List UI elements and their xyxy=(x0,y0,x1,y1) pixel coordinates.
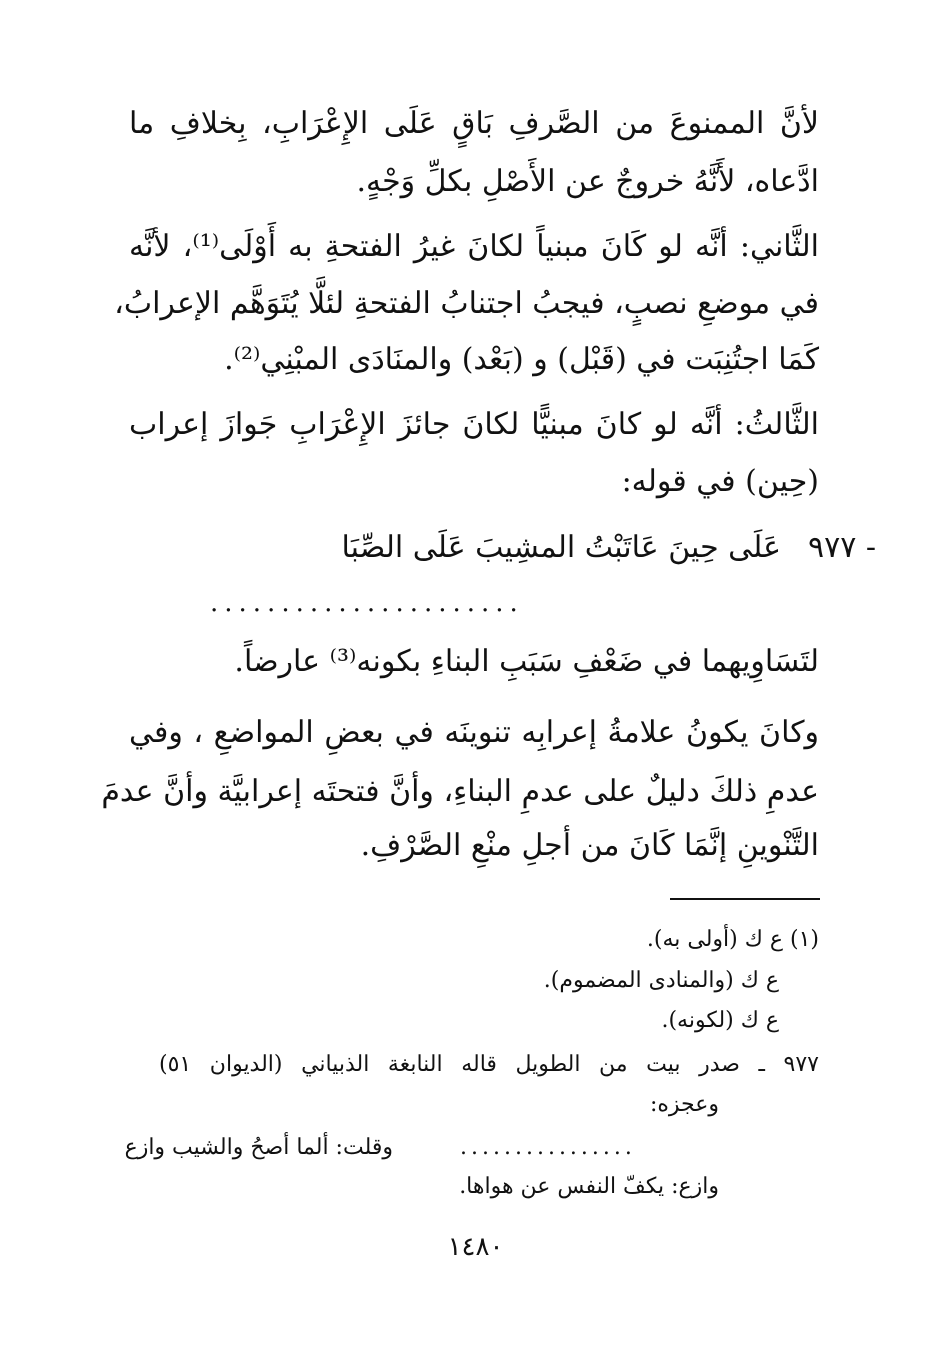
verse-text: عَلَى حِينَ عَاتَبْتُ المشِيبَ عَلَى الصِّبَا xyxy=(341,530,781,565)
body-line: الثَّالثُ: أنَّه لو كانَ مبنيًّا لكانَ جائزَ الإِعْرَابِ جَوازَ إعراب xyxy=(129,407,819,442)
body-line: الثَّاني: أنَّه لو كَانَ مبنياً لكانَ غيرُ الفتحةِ به أَوْلَى⁽¹⁾، لأنَّه xyxy=(129,229,819,264)
body-line: التَّنْوينِ إنَّمَا كَانَ من أجلِ منْعِ الصَّرْفِ. xyxy=(360,828,819,863)
body-line: وكانَ يكونُ علامةُ إعرابِه تنوينَه في بعضِ المواضعِ ، وفي xyxy=(129,715,819,750)
verse-ellipsis: ...................... xyxy=(210,588,524,618)
footnote-1: (١) ع ك (أولى به). xyxy=(646,927,819,952)
body-line: لأنَّ الممنوعَ من الصَّرفِ بَاقٍ عَلَى الإِعْرَابِ، بِخلافِ ما xyxy=(129,106,819,141)
page-number: ١٤٨٠ xyxy=(447,1232,504,1262)
body-line: كَمَا اجتُنِبَت في (قَبْل) و (بَعْد) والمنَادَى المبْنِي⁽²⁾. xyxy=(224,342,819,377)
footnote-3: ع ك (لكونه). xyxy=(661,1008,779,1033)
verse-number: ٩٧٧ - xyxy=(807,530,876,565)
body-line: ادَّعاه، لأَنَّهُ خروجٌ عن الأَصْلِ بكلِّ وَجْهٍ. xyxy=(356,164,819,199)
body-line: في موضعِ نصبٍ، فيجبُ اجتنابُ الفتحةِ لئلَّا يُتَوَهَّم الإعرابُ، xyxy=(114,286,819,321)
footnote-separator xyxy=(670,898,820,900)
body-line: عدمِ ذلكَ دليلٌ على عدمِ البناءِ، وأنَّ فتحتَه إعرابيَّة وأنَّ عدمَ xyxy=(101,774,819,809)
footnote-977-line: وعجزه: xyxy=(649,1092,719,1117)
footnote-977-line: وازع: يكفّ النفس عن هواها. xyxy=(459,1174,719,1199)
footnote-hemistich: وقلت: ألما أصحُ والشيب وازع xyxy=(124,1135,393,1160)
footnote-2: ع ك (والمنادى المضموم). xyxy=(543,968,779,993)
body-line: (حِين) في قوله: xyxy=(621,464,819,499)
footnote-977-line: ٩٧٧ ـ صدر بيت من الطويل قاله النابغة الذبياني (الديوان ٥١) xyxy=(159,1052,819,1077)
footnote-hemistich-ellipsis: ................ xyxy=(460,1135,636,1160)
body-line: لتَسَاوِيهما في ضَعْفِ سَبَبِ البناءِ بكونه⁽³⁾ عارضاً. xyxy=(234,644,819,679)
